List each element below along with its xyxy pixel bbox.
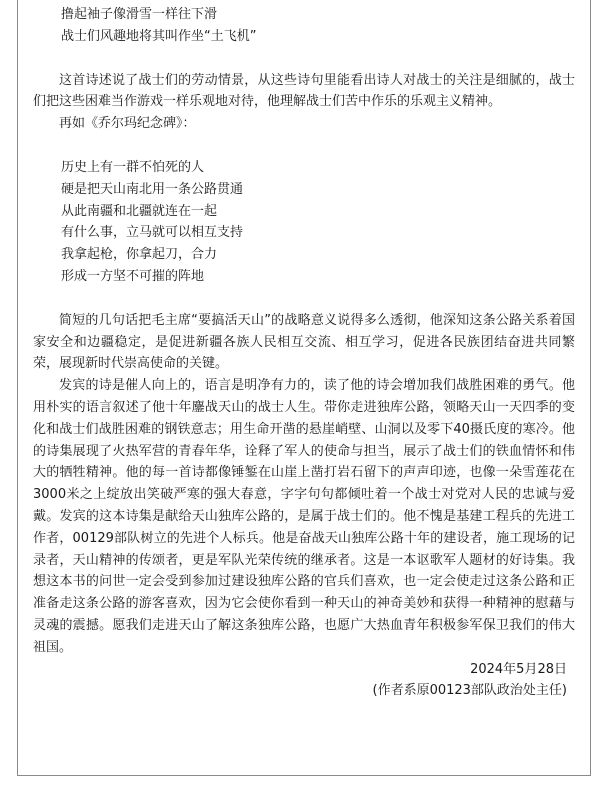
- paragraph-intro-2: 再如《乔尔玛纪念碑》：: [59, 116, 196, 132]
- paragraph-commentary-3: 简短的几句话把毛主席“要搞活天山”的战略意义说得多么透彻，他深知这条公路关系着国家安全和边疆稳定，是促进新疆各族人民相互交流、相互学习，促进各民族团结奋进共同繁荣，展现新时代崇高使命的关键。: [33, 312, 575, 372]
- poem-line: 战士们风趣地将其叫作坐“土飞机”: [61, 28, 257, 44]
- poem-line: 历史上有一群不怕死的人: [61, 159, 205, 175]
- paragraph-commentary-4: 发宾的诗是催人向上的，语言是明净有力的，读了他的诗会增加我们战胜困难的勇气。他用朴实的语言叙述了他十年鏖战天山的战士人生。带你走进独库公路，领略天山一天四季的变化和战士们战胜困难的钢铁意志；用生命开凿的悬崖峭壁、山洞以及零下40摄氏度的寒冷。他的诗集展现了火热军营的青春年华，诠释了军人的使命与担当，展示了战士们的铁血情怀和伟大的牺牲精神。他的每一首诗都像锤錾在山崖上凿打岩石留下的声声印迹，也像一朵雪莲花在3000米之上绽放出笑破严寒的强大春意，字字句句都倾吐着一个战士对党对人民的忠诚与爱戴。发宾的这本诗集是献给天山独库公路的，是属于战士们的。他不愧是基建工程兵的先进工作者，00129部队树立的先进个人标兵。他是奋战天山独库公路十年的建设者，施工现场的记录者，天山精神的传颂者，更是军队光荣传统的继承者。这是一本讴歌军人题材的好诗集。我想这本书的问世一定会受到参加过建设独库公路的官兵们喜欢，也一定会使走过这条公路和正准备走这条公路的游客喜欢，因为它会使你看到一种天山的神奇美妙和获得一种精神的慰藉与灵魂的震撼。愿我们走进天山了解这条独库公路，也愿广大热血青年积极参军保卫我们的伟大祖国。: [33, 378, 575, 655]
- poem-line: 我拿起枪，你拿起刀，合力: [61, 247, 218, 263]
- article-body: [33, 0, 575, 702]
- author-signature: (作者系原00123部队政治处主任): [372, 683, 567, 699]
- poem-line: 形成一方坚不可摧的阵地: [61, 268, 205, 284]
- paragraph-commentary-1: 这首诗述说了战士们的劳动情景，从这些诗句里能看出诗人对战士的关注是细腻的，战士们把这些困难当作游戏一样乐观地对待，他理解战士们苦中作乐的乐观主义精神。: [33, 72, 575, 110]
- poem-line: 撸起袖子像滑雪一样往下滑: [61, 7, 218, 22]
- poem-excerpt-1: [33, 4, 575, 48]
- poem-line: 从此南疆和北疆就连在一起: [61, 203, 218, 219]
- poem-excerpt-2: [33, 157, 575, 288]
- poem-line: 硬是把天山南北用一条公路贯通: [61, 181, 244, 197]
- poem-line: 有什么事，立马就可以相互支持: [61, 225, 244, 241]
- article-date: 2024年5月28日: [470, 661, 567, 677]
